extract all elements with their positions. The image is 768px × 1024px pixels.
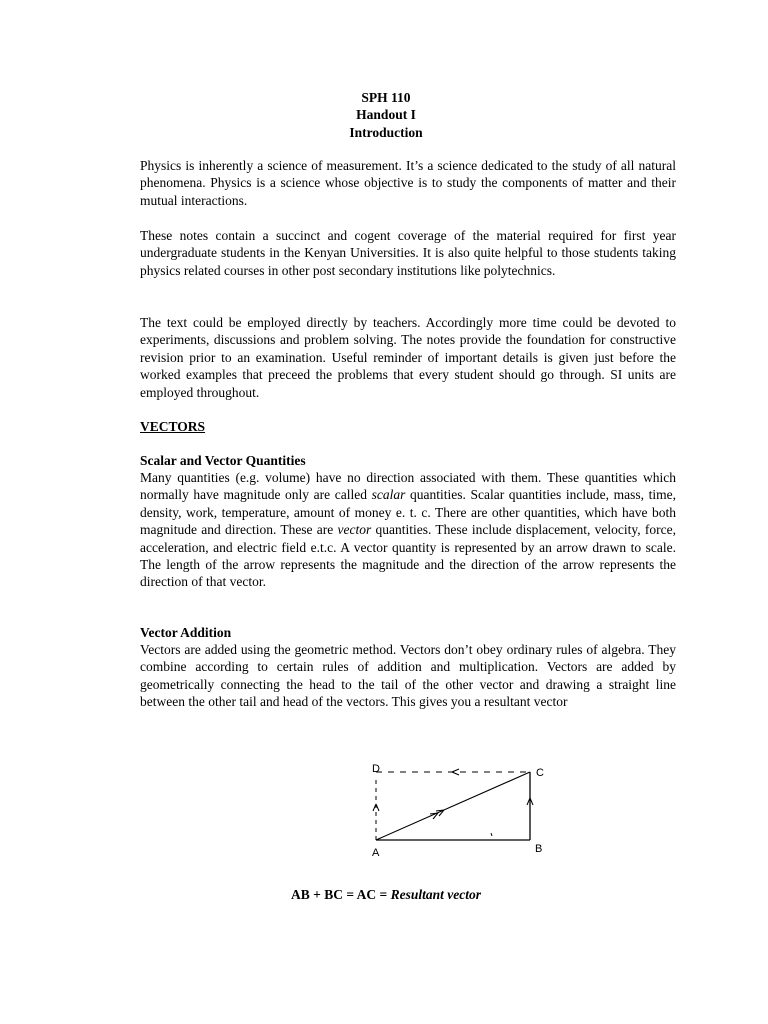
scalar-text-a: Many quantities (e.g. volume) have no direction associated with them. These quantities which normally have magnitude only are called	[140, 470, 676, 503]
point-c-label: C	[536, 767, 544, 779]
intro-paragraph-2: These notes contain a succinct and cogent coverage of the material required for first year undergraduate students in the Kenyan Universities. It is also quite helpful to those students taking physics related courses in other post secondary institutions like polytechnics.	[140, 228, 676, 278]
intro-paragraph-3: The text could be employed directly by teachers. Accordingly more time could be devoted to experiments, discussions and problem solving. The notes provide the foundation for constructive revision prior to an examination. Useful reminder of important details is given just before the worked examples that preceed the problems that every student should go through. SI units are employed throughout.	[140, 315, 676, 400]
scalar-text-c: quantities. These include displacement, velocity, force, acceleration, and electric field e.t.c. A vector quantity is represented by an arrow drawn to scale. The length of the arrow represents the magnitude and the direction of the arrow represents the direction of that vector.	[140, 522, 676, 590]
scalar-vector-paragraph	[140, 469, 676, 591]
equation-lhs: AB + BC = AC =	[291, 887, 391, 902]
scalar-term: scalar	[371, 487, 406, 503]
vector-addition-diagram	[360, 758, 560, 868]
course-code: SPH 110	[361, 90, 411, 105]
point-a-label: A	[372, 847, 380, 859]
resultant-equation	[0, 886, 768, 903]
vectors-heading: VECTORS	[140, 419, 206, 434]
vector-ac	[376, 772, 530, 840]
equation-rhs: Resultant vector	[390, 887, 481, 902]
intro-paragraph-1: Physics is inherently a science of measurement. It’s a science dedicated to the study of all natural phenomena. Physics is a science whose objective is to study the components of matter and their mutual interactions.	[140, 158, 676, 208]
section-title: Introduction	[349, 124, 423, 140]
arrowhead-ab	[491, 833, 492, 836]
vector-addition-heading: Vector Addition	[140, 625, 232, 640]
point-d-label: D	[372, 763, 380, 775]
point-b-label: B	[535, 843, 543, 855]
scalar-text-b: quantities. Scalar quantities include, mass, time, density, work, temperature, amount of money e. t. c. There are other quantities, which have both magnitude and direction. These are	[140, 487, 676, 538]
scalar-vector-heading: Scalar and Vector Quantities	[140, 453, 306, 468]
handout-number: Handout I	[356, 107, 416, 123]
arrowhead-dc	[452, 769, 459, 775]
vector-addition-paragraph: Vectors are added using the geometric method. Vectors don’t obey ordinary rules of algebra. They combine according to certain rules of addition and multiplication. Vectors are added by geometrically connecting the head to the tail of the other vector and drawing a straight line between the other tail and head of the vectors. This gives you a resultant vector	[140, 642, 676, 710]
vector-term: vector	[337, 522, 372, 538]
document-header	[0, 89, 768, 141]
